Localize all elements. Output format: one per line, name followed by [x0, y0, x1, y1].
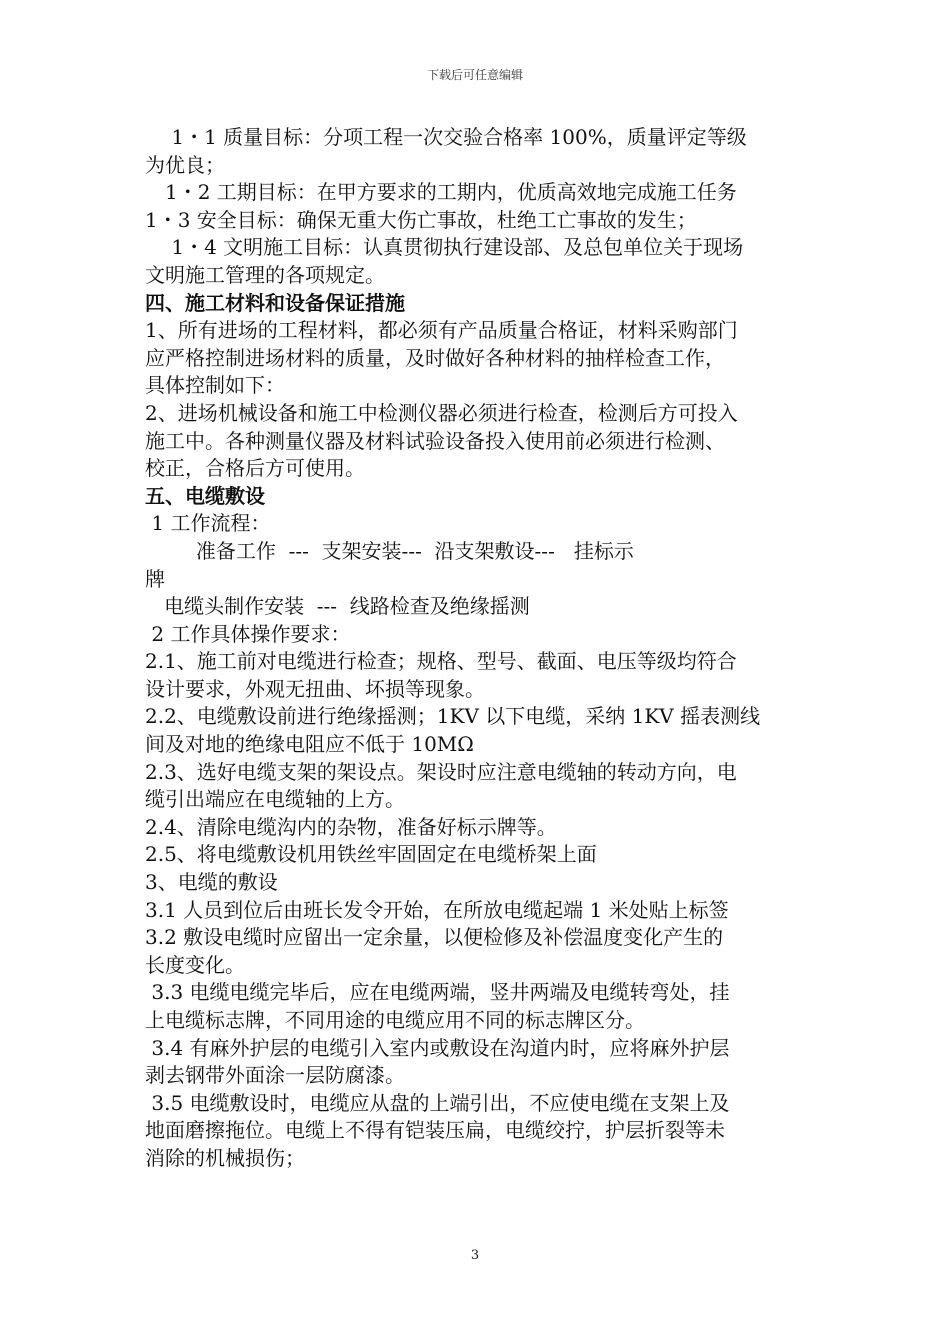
text-line: 施工中。各种测量仪器及材料试验设备投入使用前必须进行检测、	[145, 428, 725, 453]
section-heading: 五、电缆敷设	[145, 483, 265, 508]
text-line: 牌	[145, 566, 165, 591]
text-line: 3.1 人员到位后由班长发令开始，在所放电缆起端 1 米处贴上标签	[145, 897, 729, 922]
text-line: 设计要求，外观无扭曲、坏损等现象。	[145, 676, 485, 701]
text-line: 长度变化。	[145, 952, 245, 977]
text-line: 上电缆标志牌，不同用途的电缆应用不同的标志牌区分。	[145, 1008, 645, 1032]
text-line: 3、电缆的敷设	[145, 870, 278, 895]
text-line: 应严格控制进场材料的质量，及时做好各种材料的抽样检查工作，	[145, 345, 725, 370]
header-note: 下载后可任意编辑	[426, 68, 523, 82]
text-line: 1・3 安全目标：确保无重大伤亡事故，杜绝工亡事故的发生；	[145, 207, 697, 232]
text-line: 缆引出端应在电缆轴的上方。	[145, 787, 405, 812]
text-line: 1、所有进场的工程材料，都必须有产品质量合格证，材料采购部门	[145, 318, 738, 343]
text-line: 地面磨擦拖位。电缆上不得有铠装压扁，电缆绞拧，护层折裂等未	[145, 1118, 725, 1143]
text-line: 3.3 电缆电缆完毕后，应在电缆两端，竖井两端及电缆转弯处，挂	[145, 980, 730, 1005]
text-line: 2 工作具体操作要求：	[145, 621, 351, 646]
text-line: 2.2、电缆敷设前进行绝缘摇测；1KV 以下电缆，采纳 1KV 摇表测线	[145, 704, 761, 729]
text-line: 2.5、将电缆敷设机用铁丝牢固固定在电缆桥架上面	[145, 842, 597, 867]
text-line: 具体控制如下：	[145, 373, 285, 398]
text-line: 2.4、清除电缆沟内的杂物，准备好标示牌等。	[145, 814, 557, 839]
text-line: 1・1 质量目标：分项工程一次交验合格率 100%，质量评定等级	[145, 125, 747, 149]
text-line: 3.5 电缆敷设时，电缆应从盘的上端引出，不应使电缆在支架上及	[145, 1090, 730, 1115]
section-heading: 四、施工材料和设备保证措施	[145, 290, 405, 315]
text-line: 电缆头制作安装 --- 线路检查及绝缘摇测	[145, 594, 530, 619]
text-line: 3.2 敷设电缆时应留出一定余量，以便检修及补偿温度变化产生的	[145, 925, 724, 950]
text-line: 为优良；	[145, 152, 225, 177]
text-line: 2、进场机械设备和施工中检测仪器必须进行检查，检测后方可投入	[145, 400, 738, 425]
text-line: 准备工作 --- 支架安装--- 沿支架敷设--- 挂标示	[145, 538, 634, 563]
document-body	[145, 124, 815, 1173]
text-line: 2.3、选好电缆支架的架设点。架设时应注意电缆轴的转动方向，电	[145, 759, 737, 784]
text-line: 3.4 有麻外护层的电缆引入室内或敷设在沟道内时，应将麻外护层	[145, 1035, 730, 1060]
text-line: 1・2 工期目标：在甲方要求的工期内，优质高效地完成施工任务	[145, 180, 737, 205]
text-line: 剥去钢带外面涂一层防腐漆。	[145, 1063, 405, 1088]
page-number: 3	[470, 1248, 480, 1263]
text-line: 文明施工管理的各项规定。	[145, 262, 385, 287]
text-line: 1・4 文明施工目标：认真贯彻执行建设部、及总包单位关于现场	[145, 235, 744, 260]
text-line: 1 工作流程：	[145, 511, 271, 536]
text-line: 校正，合格后方可使用。	[145, 456, 365, 481]
text-line: 消除的机械损伤；	[145, 1145, 305, 1170]
text-line: 2.1、施工前对电缆进行检查；规格、型号、截面、电压等级均符合	[145, 649, 737, 674]
text-line: 间及对地的绝缘电阻应不低于 10MΩ	[145, 732, 474, 757]
